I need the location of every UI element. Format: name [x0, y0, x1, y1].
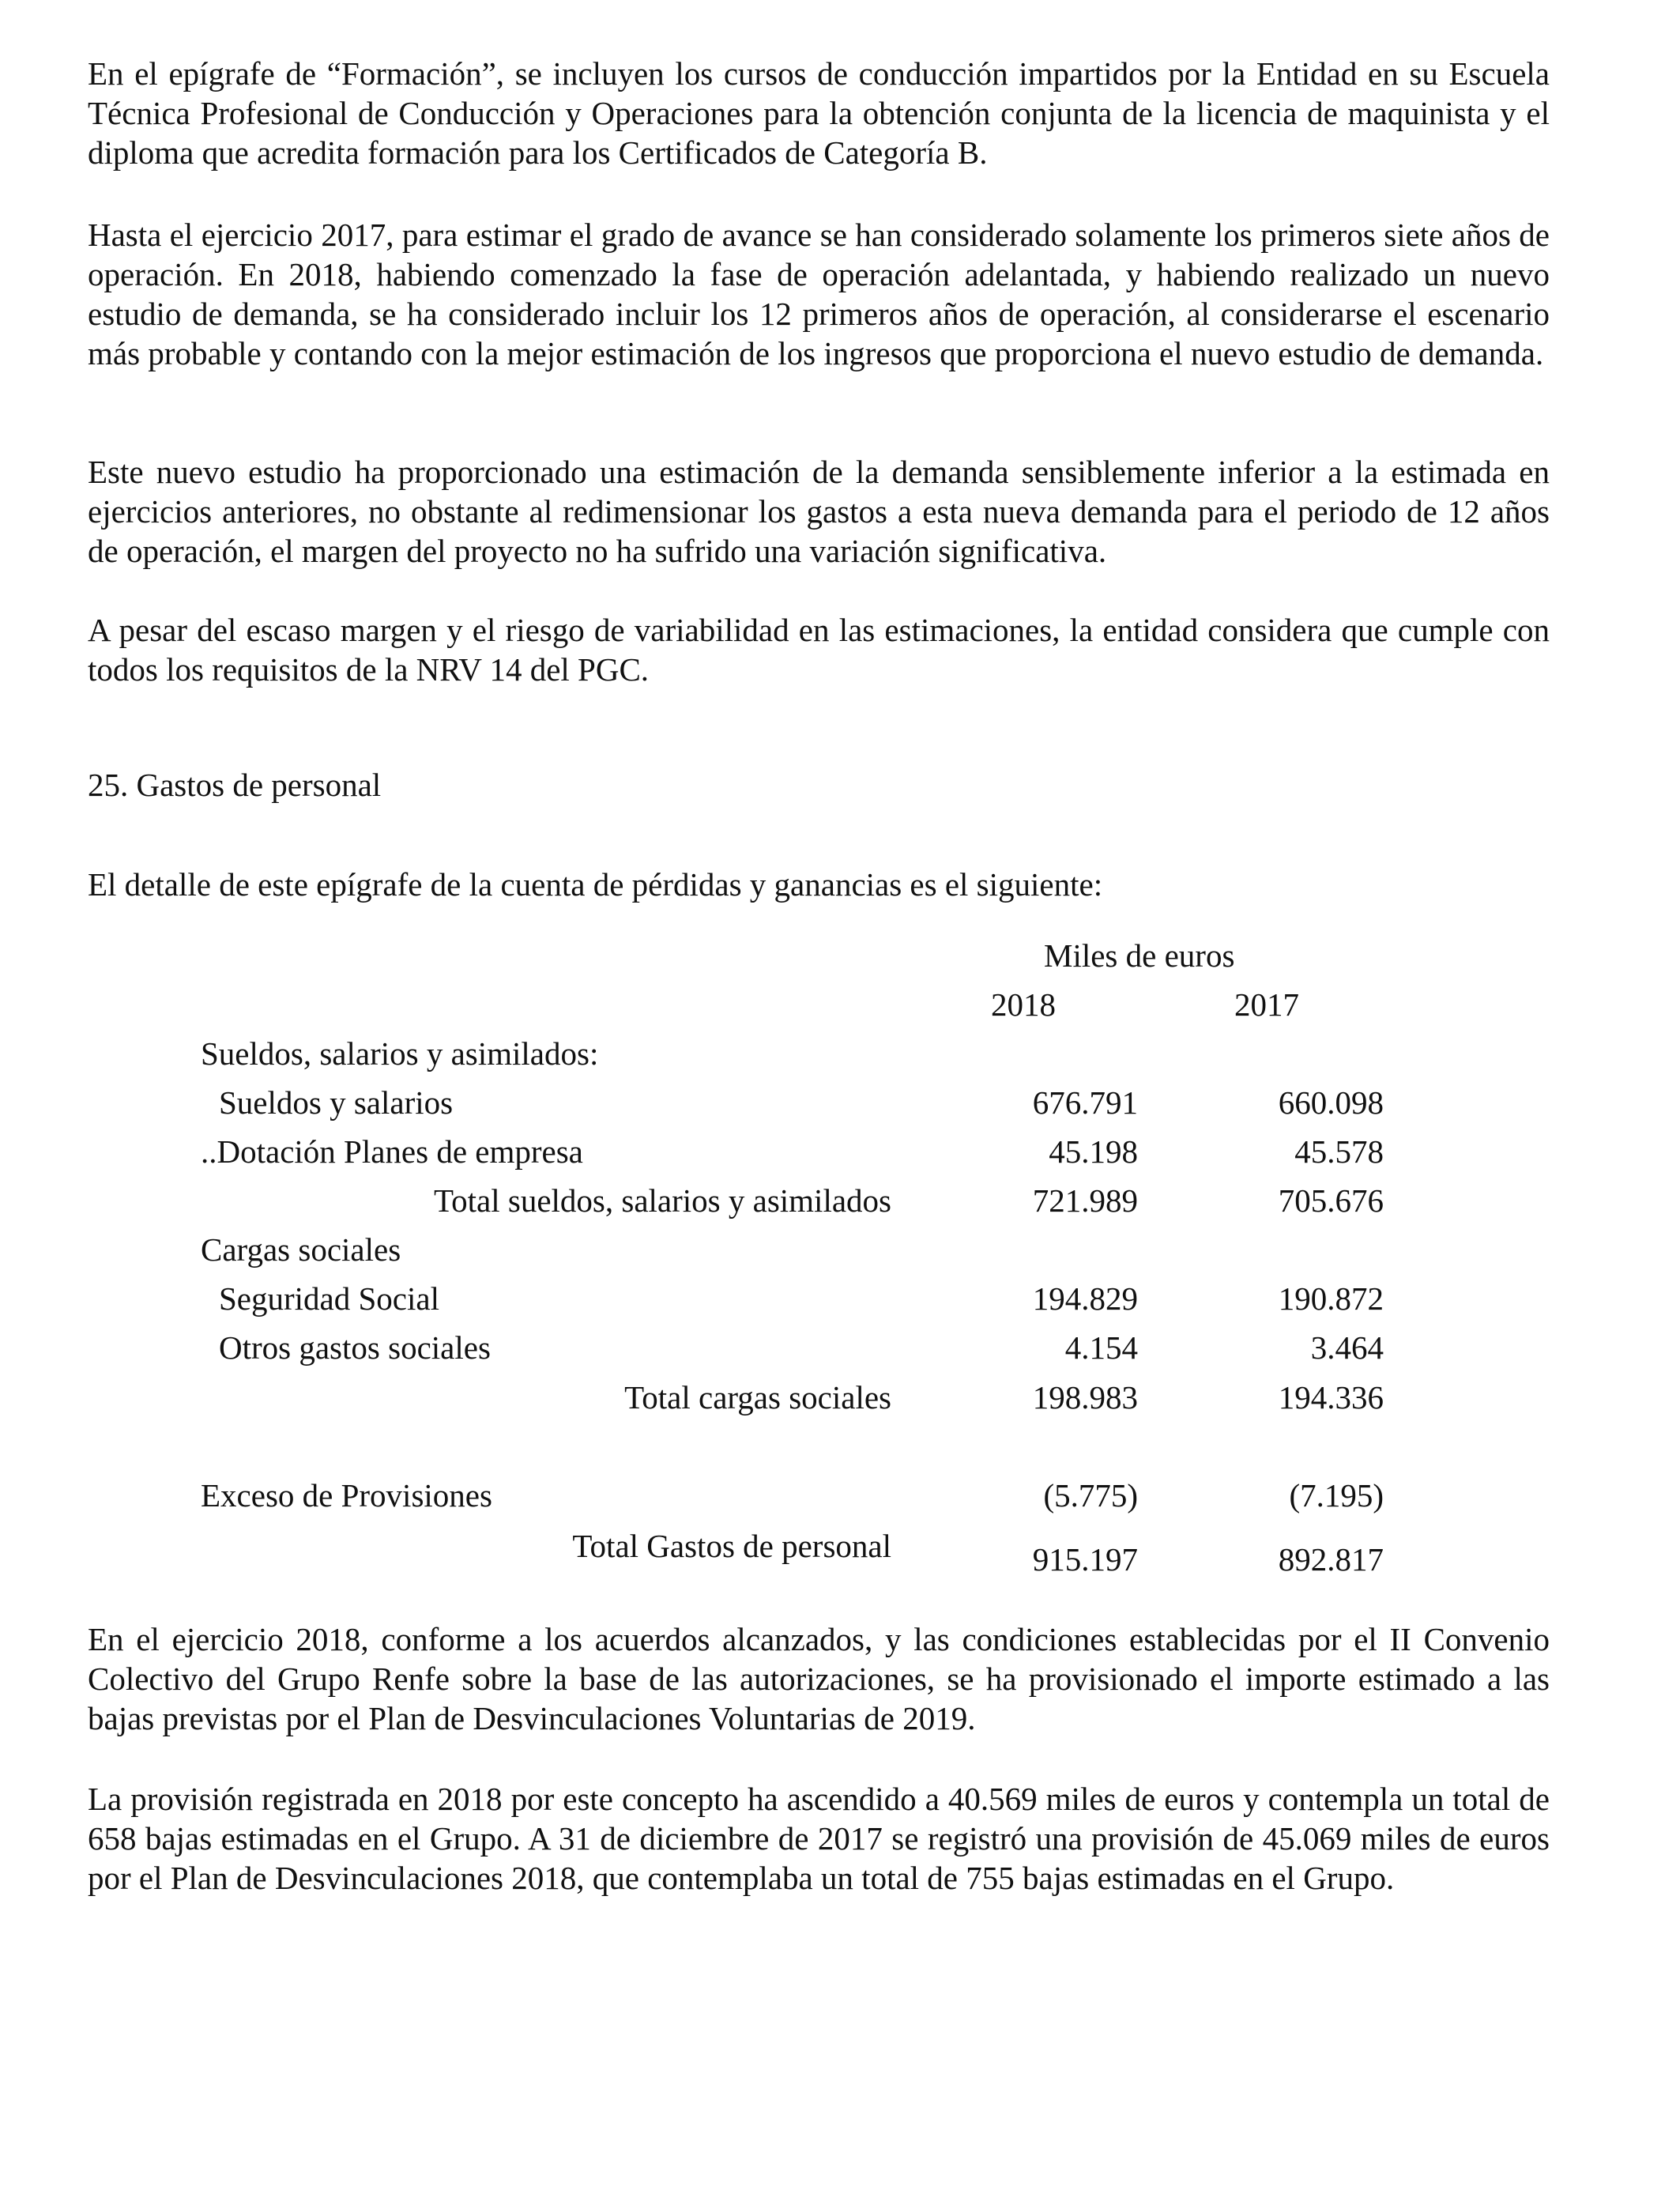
value-total-cargas-2017: 194.336 — [1278, 1379, 1384, 1416]
section-intro: El detalle de este epígrafe de la cuenta de pérdidas y ganancias es el siguiente: — [88, 866, 1103, 903]
value-total-gastos-2017: 892.817 — [1278, 1541, 1384, 1578]
value-seguridad-social-2018: 194.829 — [1032, 1280, 1138, 1317]
value-dotacion-2018: 45.198 — [1049, 1133, 1138, 1170]
paragraph-provision: La provisión registrada en 2018 por este concepto ha ascendido a 40.569 miles de euros y contempla un total de 658 bajas estimadas en el Grupo. A 31 de diciembre de 2017 se registró una provisión de 45.069 miles de euros por el Plan de Desvinculaciones 2018, que contemplaba un total de 755 bajas estimadas en el Grupo. — [88, 1781, 1550, 1896]
table-unit-label: Miles de euros — [1044, 937, 1235, 974]
row-label-dotacion-planes: ..Dotación Planes de empresa — [201, 1133, 583, 1170]
value-dotacion-2017: 45.578 — [1294, 1133, 1384, 1170]
value-total-cargas-2018: 198.983 — [1032, 1379, 1138, 1416]
section-heading: 25. Gastos de personal — [88, 767, 382, 803]
row-label-exceso-provisiones: Exceso de Provisiones — [201, 1477, 492, 1514]
paragraph-formacion: En el epígrafe de “Formación”, se incluyen los cursos de conducción impartidos por la Entidad en su Escuela Técnica Profesional de Conducción y Operaciones para la obtención conjunta de la licencia de maquinista y el diploma que acredita formación para los Certificados de Categoría B. — [88, 55, 1550, 171]
row-label-total-sueldos: Total sueldos, salarios y asimilados — [433, 1182, 891, 1219]
value-exceso-2017: (7.195) — [1289, 1477, 1384, 1514]
value-sueldos-2017: 660.098 — [1278, 1084, 1384, 1121]
value-otros-gastos-2017: 3.464 — [1310, 1329, 1384, 1366]
row-label-seguridad-social: Seguridad Social — [219, 1280, 439, 1317]
value-total-gastos-2018: 915.197 — [1032, 1541, 1138, 1578]
row-label-cargas-sociales-group: Cargas sociales — [201, 1231, 401, 1268]
row-label-sueldos-group: Sueldos, salarios y asimilados: — [201, 1035, 599, 1072]
column-header-2017: 2017 — [1234, 986, 1299, 1023]
column-header-2018: 2018 — [991, 986, 1056, 1023]
paragraph-convenio: En el ejercicio 2018, conforme a los acuerdos alcanzados, y las condiciones establecidas por el II Convenio Colectivo del Grupo Renfe sobre la base de las autorizaciones, se ha provisionado el importe estimado a las bajas previstas por el Plan de Desvinculaciones Voluntarias de 2019. — [88, 1621, 1550, 1736]
value-total-sueldos-2017: 705.676 — [1278, 1182, 1384, 1219]
paragraph-nuevo-estudio: Este nuevo estudio ha proporcionado una estimación de la demanda sensiblemente inferior a la estimada en ejercicios anteriores, no obstante al redimensionar los gastos a esta nueva demanda para el periodo de 12 años de operación, el margen del proyecto no ha sufrido una variación significativa. — [88, 454, 1550, 569]
row-label-sueldos-y-salarios: Sueldos y salarios — [219, 1084, 454, 1121]
value-sueldos-2018: 676.791 — [1032, 1084, 1138, 1121]
row-label-total-cargas-sociales: Total cargas sociales — [624, 1379, 891, 1416]
paragraph-hasta-2017: Hasta el ejercicio 2017, para estimar el grado de avance se han considerado solamente los primeros siete años de operación. En 2018, habiendo comenzado la fase de operación adelantada, y habiendo realizado un nuevo estudio de demanda, se ha considerado incluir los 12 primeros años de operación, al considerarse el escenario más probable y contando con la mejor estimación de los ingresos que proporciona el nuevo estudio de demanda. — [88, 217, 1550, 371]
value-exceso-2018: (5.775) — [1043, 1477, 1138, 1514]
value-total-sueldos-2018: 721.989 — [1032, 1182, 1138, 1219]
paragraph-a-pesar: A pesar del escaso margen y el riesgo de variabilidad en las estimaciones, la entidad considera que cumple con todos los requisitos de la NRV 14 del PGC. — [88, 612, 1550, 688]
value-seguridad-social-2017: 190.872 — [1278, 1280, 1384, 1317]
row-label-otros-gastos-sociales: Otros gastos sociales — [219, 1329, 491, 1366]
value-otros-gastos-2018: 4.154 — [1064, 1329, 1138, 1366]
row-label-total-gastos-personal: Total Gastos de personal — [572, 1528, 891, 1564]
